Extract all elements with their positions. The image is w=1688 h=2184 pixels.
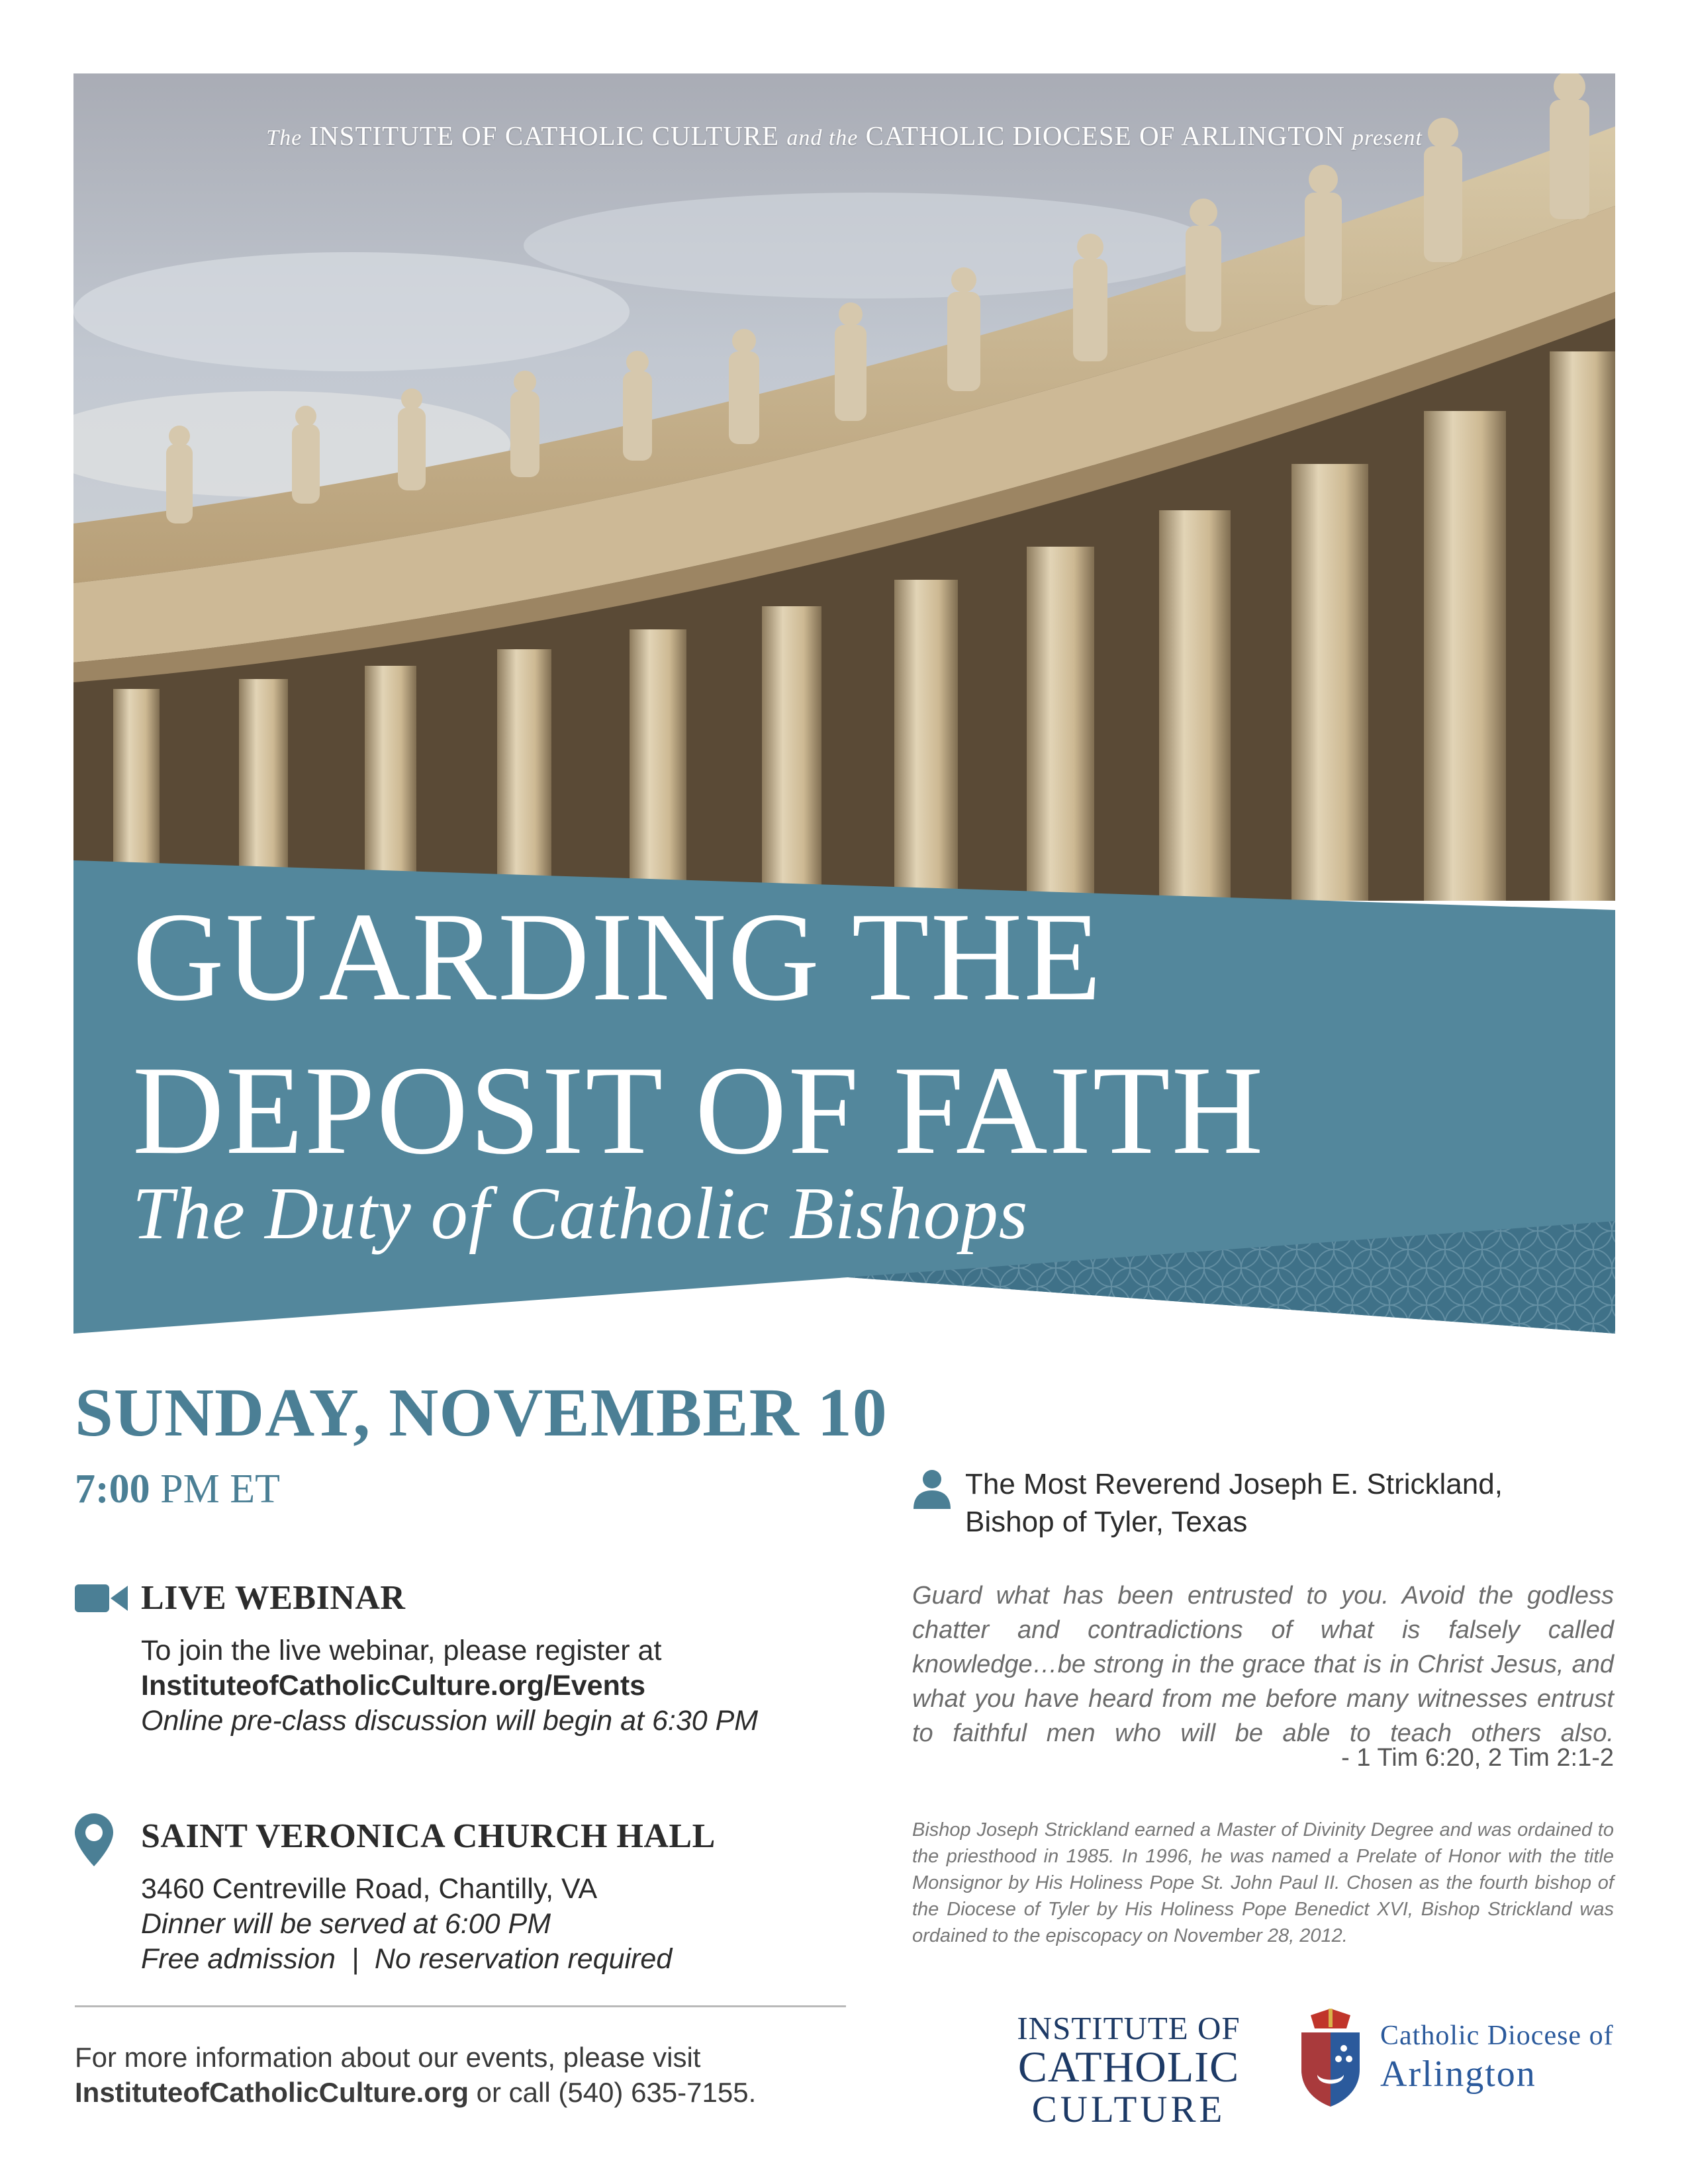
footer-divider (75, 2005, 846, 2007)
presenters-line (73, 120, 1615, 152)
speaker-name: The Most Reverend Joseph E. Strickland, (965, 1468, 1503, 1500)
diocese-logo-line-1: Catholic Diocese of (1380, 2021, 1614, 2051)
event-time (75, 1466, 280, 1513)
event-time-suffix: PM ET (160, 1467, 281, 1512)
colonnade-illustration (73, 73, 1615, 901)
diocese-shield-icon (1297, 2009, 1364, 2108)
icc-logo-line-1: INSTITUTE OF (1017, 2010, 1241, 2046)
footer-contact (75, 2077, 756, 2109)
webinar-discussion-note: Online pre-class discussion will begin at 6:30 PM (141, 1705, 759, 1737)
event-time-value: 7:00 (75, 1467, 150, 1512)
footer-info: For more information about our events, please visit (75, 2042, 701, 2073)
venue-admission: Free admission | No reservation required (141, 1943, 673, 1975)
icc-logo-line-3: CULTURE (1031, 2089, 1226, 2130)
event-subtitle: The Duty of Catholic Bishops (132, 1173, 1029, 1255)
title-line-2: DEPOSIT OF FAITH (132, 1040, 1265, 1181)
footer-website-link[interactable]: InstituteofCatholicCulture.org (75, 2077, 469, 2108)
webinar-heading: LIVE WEBINAR (141, 1579, 406, 1617)
webinar-instructions: To join the live webinar, please register at (141, 1635, 662, 1666)
scripture-quote: Guard what has been entrusted to you. Avoid the godless chatter and contradictions of what is falsely called knowledge…be strong in the grace that is in Christ Jesus, and what you have heard from me before many witnesses entrust to faithful men who will be able to teach others also. (912, 1582, 1614, 1747)
presenter-diocese: CATHOLIC DIOCESE OF ARLINGTON (865, 120, 1345, 151)
speaker-bio: Bishop Joseph Strickland earned a Master of Divinity Degree and was ordained to the priesthood in 1985. In 1996, he was named a Prelate of Honor with the title Monsignor by His Holiness Pope St. John Paul II. Chosen as the fourth bishop of the Diocese of Tyler by His Holiness Pope Benedict XVI, Bishop Strickland was ordained to the episcopacy on November 28, 2012. (912, 1819, 1614, 1946)
person-icon (912, 1469, 952, 1509)
presenters-and: and the (786, 126, 859, 150)
icc-logo-line-2: CATHOLIC (1017, 2043, 1240, 2091)
diocese-logo-line-2: Arlington (1380, 2054, 1536, 2095)
event-date: SUNDAY, NOVEMBER 10 (75, 1375, 888, 1451)
venue-dinner: Dinner will be served at 6:00 PM (141, 1908, 551, 1940)
speaker-title: Bishop of Tyler, Texas (965, 1506, 1248, 1538)
venue-address: 3460 Centreville Road, Chantilly, VA (141, 1873, 598, 1905)
footer-phone: or call (540) 635-7155. (468, 2077, 757, 2108)
map-pin-icon (75, 1813, 113, 1866)
title-line-1: GUARDING THE (132, 886, 1103, 1027)
event-title (132, 880, 1589, 1187)
video-camera-icon (75, 1583, 128, 1614)
presenters-suffix: present (1352, 126, 1423, 150)
venue-heading: SAINT VERONICA CHURCH HALL (141, 1817, 716, 1855)
presenters-prefix: The (266, 126, 303, 150)
webinar-register-link[interactable]: InstituteofCatholicCulture.org/Events (141, 1670, 646, 1702)
icc-logo (1016, 2012, 1241, 2128)
presenter-icc: INSTITUTE OF CATHOLIC CULTURE (309, 120, 780, 151)
scripture-reference: - 1 Tim 6:20, 2 Tim 2:1-2 (1341, 1744, 1614, 1772)
hero-photo (73, 73, 1615, 901)
